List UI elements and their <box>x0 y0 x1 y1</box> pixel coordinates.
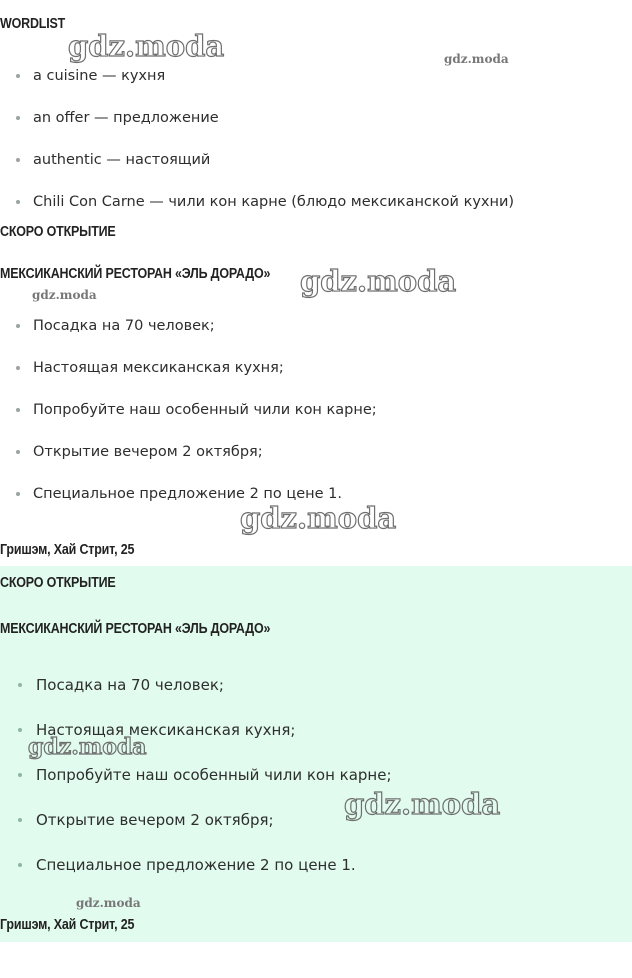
list-item: Попробуйте наш особенный чили кон карне; <box>0 401 377 443</box>
ad2-address: Гришэм, Хай Стрит, 25 <box>0 917 135 933</box>
list-item: Настоящая мексиканская кухня; <box>0 721 392 766</box>
ad2-subheading: МЕКСИКАНСКИЙ РЕСТОРАН «ЭЛЬ ДОРАДО» <box>0 621 271 637</box>
list-item: Посадка на 70 человек; <box>0 317 377 359</box>
list-item: Открытие вечером 2 октября; <box>0 811 392 856</box>
watermark: gdz.moda <box>344 787 501 821</box>
list-item: Посадка на 70 человек; <box>0 676 392 721</box>
watermark: gdz.moda <box>76 896 141 910</box>
list-item: Настоящая мексиканская кухня; <box>0 359 377 401</box>
watermark: gdz.moda <box>32 288 97 302</box>
watermark: gdz.moda <box>300 264 457 298</box>
ad2-list <box>0 676 392 901</box>
list-item: Специальное предложение 2 по цене 1. <box>0 485 377 527</box>
list-item: Попробуйте наш особенный чили кон карне; <box>0 766 392 811</box>
ad1-subheading: МЕКСИКАНСКИЙ РЕСТОРАН «ЭЛЬ ДОРАДО» <box>0 266 271 282</box>
ad1-list <box>0 317 377 527</box>
list-item: Chili Con Carne — чили кон карне (блюдо мексиканской кухни) <box>0 193 514 235</box>
watermark: gdz.moda <box>240 501 397 535</box>
watermark: gdz.moda <box>28 734 147 760</box>
ad1-address: Гришэм, Хай Стрит, 25 <box>0 542 135 558</box>
watermark: gdz.moda <box>68 29 225 63</box>
watermark: gdz.moda <box>444 52 509 66</box>
ad2-heading: СКОРО ОТКРЫТИЕ <box>0 575 116 591</box>
wordlist-heading: WORDLIST <box>0 16 66 32</box>
list-item: an offer — предложение <box>0 109 514 151</box>
list-item: authentic — настоящий <box>0 151 514 193</box>
list-item: Открытие вечером 2 октября; <box>0 443 377 485</box>
list-item: Специальное предложение 2 по цене 1. <box>0 856 392 901</box>
wordlist-list <box>0 67 514 235</box>
list-item: a cuisine — кухня <box>0 67 514 109</box>
ad1-heading: СКОРО ОТКРЫТИЕ <box>0 224 116 240</box>
